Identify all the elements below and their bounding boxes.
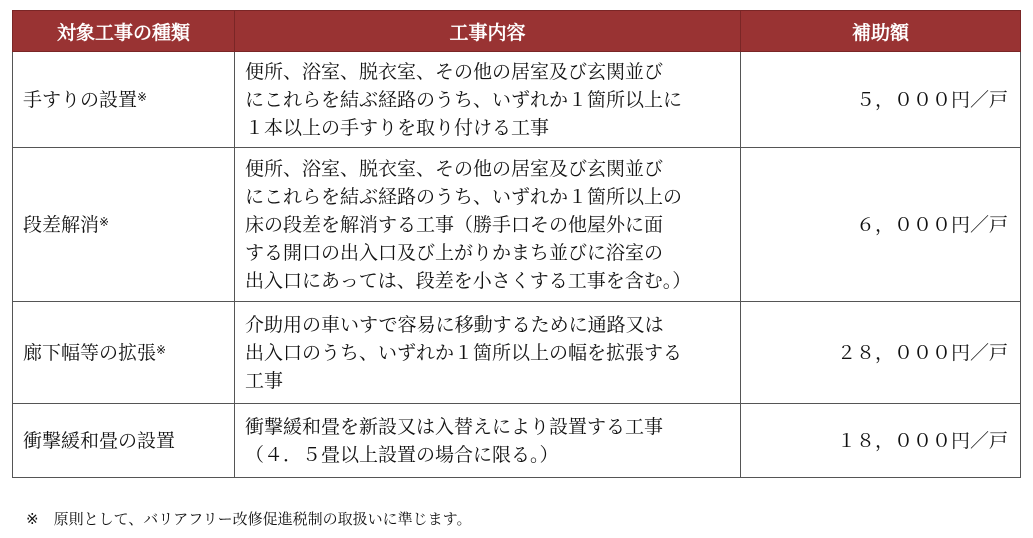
table-row: [13, 148, 1021, 302]
work-type-cell: [13, 52, 235, 148]
header-row: [13, 11, 1021, 52]
work-type-cell: [13, 404, 235, 478]
note-mark: ※: [99, 214, 110, 229]
work-type-label: 衝撃緩和畳の設置: [23, 429, 176, 452]
work-content-cell: [235, 302, 741, 404]
table-row: [13, 404, 1021, 478]
table-row: [13, 52, 1021, 148]
work-type-label: 手すりの設置: [23, 88, 138, 111]
amount-cell: ５，０００円／戸: [741, 52, 1021, 148]
work-type-label: 段差解消: [23, 213, 100, 236]
content-line: 出入口のうち、いずれか１箇所以上の幅を拡張する: [245, 341, 683, 364]
note-mark: ※: [137, 89, 148, 104]
footnote: ※ 原則として、バリアフリー改修促進税制の取扱いに準じます。: [26, 510, 472, 528]
work-content-cell: [235, 148, 741, 302]
content-line: 便所、浴室、脱衣室、その他の居室及び玄関並び: [245, 157, 664, 180]
content-line: 床の段差を解消する工事（勝手口その他屋外に面: [245, 213, 664, 236]
amount-cell: ６，０００円／戸: [741, 148, 1021, 302]
amount-cell: １８，０００円／戸: [741, 404, 1021, 478]
content-line: 衝撃緩和畳を新設又は入替えにより設置する工事: [245, 415, 664, 438]
work-type-label: 廊下幅等の拡張: [23, 341, 157, 364]
content-line: 出入口にあっては、段差を小さくする工事を含む。）: [245, 269, 692, 292]
header-work-type: 対象工事の種類: [13, 11, 235, 52]
content-line: にこれらを結ぶ経路のうち、いずれか１箇所以上に: [245, 88, 683, 111]
work-type-cell: [13, 148, 235, 302]
content-line: にこれらを結ぶ経路のうち、いずれか１箇所以上の: [245, 185, 683, 208]
work-type-cell: [13, 302, 235, 404]
content-line: （４．５畳以上設置の場合に限る。）: [245, 443, 559, 466]
amount-cell: ２８，０００円／戸: [741, 302, 1021, 404]
header-subsidy-amount: 補助額: [741, 11, 1021, 52]
content-line: する開口の出入口及び上がりかまち並びに浴室の: [245, 241, 664, 264]
header-work-content: 工事内容: [235, 11, 741, 52]
content-line: 工事: [245, 369, 284, 392]
content-line: 便所、浴室、脱衣室、その他の居室及び玄関並び: [245, 60, 664, 83]
table-row: [13, 302, 1021, 404]
work-content-cell: [235, 52, 741, 148]
work-content-cell: [235, 404, 741, 478]
subsidy-table: [12, 10, 1021, 478]
content-line: 介助用の車いすで容易に移動するために通路又は: [245, 313, 664, 336]
note-mark: ※: [156, 342, 167, 357]
content-line: １本以上の手すりを取り付ける工事: [245, 116, 550, 139]
